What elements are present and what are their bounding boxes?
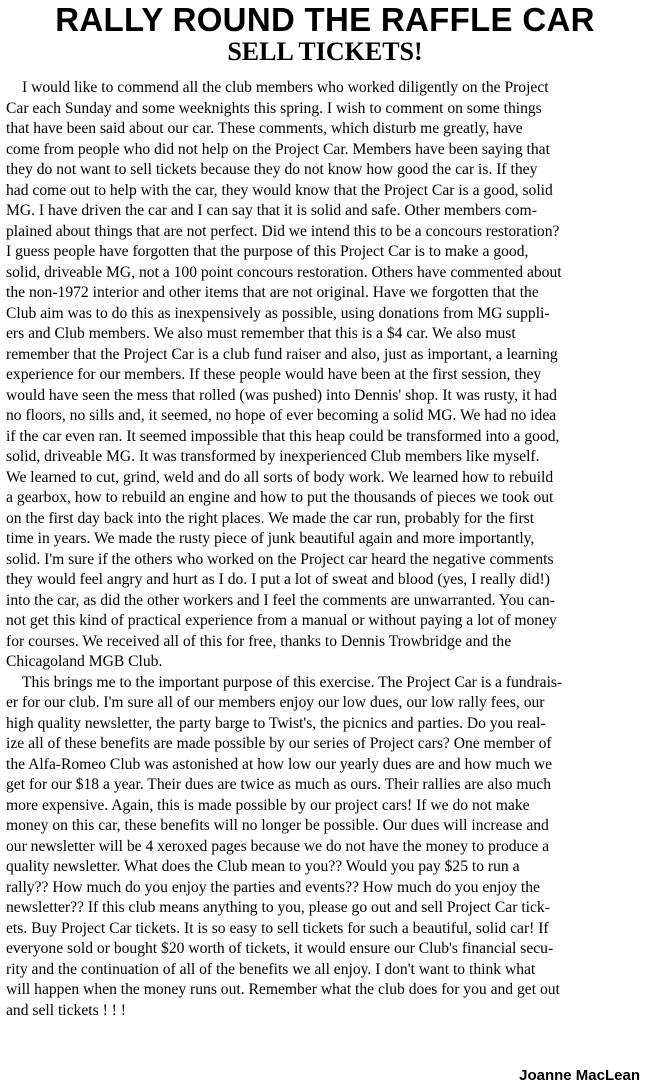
author-signature: Joanne MacLean <box>519 1067 640 1084</box>
text-line: ers and Club members. We also must remember that this is a $4 car. We also must <box>6 325 516 342</box>
text-line: more expensive. Again, this is made possible by our project cars! If we do not make <box>6 796 530 814</box>
text-line: if the car even ran. It seemed impossible that this heap could be transformed into a good, <box>6 427 560 445</box>
text-line: for courses. We received all of this for free, thanks to Dennis Trowbridge and the <box>6 632 512 650</box>
text-line: our newsletter will be 4 xeroxed pages because we do not have the money to produce a <box>6 837 549 855</box>
text-line: a gearbox, how to rebuild an engine and how to put the thousands of pieces we took out <box>6 489 554 506</box>
text-line: I guess people have forgotten that the purpose of this Project Car is to make a good, <box>6 243 529 260</box>
text-line: ets. Buy Project Car tickets. It is so easy to sell tickets for such a beautiful, solid car! If <box>6 919 549 937</box>
text-line: quality newsletter. What does the Club mean to you?? Would you pay $25 to run a <box>6 858 520 875</box>
paragraph-1 <box>6 78 642 673</box>
paragraph-2 <box>6 673 642 1022</box>
text-line: plained about things that are not perfect. Did we intend this to be a concours restoration? <box>6 222 560 240</box>
text-line: solid, driveable MG, not a 100 point concours restoration. Others have commented about <box>6 263 562 281</box>
text-line: no floors, no sills and, it seemed, no hope of ever becoming a solid MG. We had no idea <box>6 407 557 424</box>
text-line: I would like to commend all the club members who worked diligently on the Project <box>22 79 549 96</box>
text-line: ize all of these benefits are made possible by our series of Project cars? One member of <box>6 735 552 752</box>
text-line: not get this kind of practical experience from a manual or without paying a lot of money <box>6 612 557 629</box>
text-line: money on this car, these benefits will no longer be possible. Our dues will increase and <box>6 817 549 834</box>
article-body <box>6 78 642 1021</box>
text-line: that have been said about our car. These comments, which disturb me greatly, have <box>6 120 523 137</box>
text-line: everyone sold or bought $20 worth of tickets, it would ensure our Club's financial secu- <box>6 940 554 957</box>
text-line: and sell tickets ! ! ! <box>6 1001 126 1019</box>
text-line: MG. I have driven the car and I can say that it is solid and safe. Other members com- <box>6 202 537 219</box>
text-line: This brings me to the important purpose of this exercise. The Project Car is a fundrais- <box>22 673 563 691</box>
text-line: rally?? How much do you enjoy the parties and events?? How much do you enjoy the <box>6 878 540 896</box>
text-line: Club aim was to do this as inexpensively as possible, using donations from MG suppli- <box>6 304 550 322</box>
text-line: the non-1972 interior and other items that are not original. Have we forgotten that the <box>6 284 539 301</box>
article-title: RALLY ROUND THE RAFFLE CAR <box>55 1 595 38</box>
text-line: on the first day back into the right places. We made the car run, probably for the first <box>6 509 535 527</box>
text-line: the Alfa-Romeo Club was astonished at how low our yearly dues are and how much we <box>6 755 553 773</box>
text-line: solid. I'm sure if the others who worked on the Project car heard the negative comments <box>6 550 554 568</box>
text-line: will happen when the money runs out. Remember what the club does for you and get out <box>6 981 560 998</box>
text-line: solid, driveable MG. It was transformed by inexperienced Club members like myself. <box>6 448 540 465</box>
text-line: We learned to cut, grind, weld and do all sorts of body work. We learned how to rebuild <box>6 468 554 486</box>
text-line: they do not want to sell tickets because they do not know how good the car is. If they <box>6 161 538 178</box>
text-line: Chicagoland MGB Club. <box>6 653 163 670</box>
text-line: Car each Sunday and some weeknights this spring. I wish to comment on some things <box>6 99 542 117</box>
text-line: had come out to help with the car, they would know that the Project Car is a good, solid <box>6 181 553 199</box>
text-line: experience for our members. If these people would have been at the first session, they <box>6 366 542 383</box>
text-line: rity and the continuation of all of the benefits we all enjoy. I don't want to think what <box>6 960 536 978</box>
text-line: time in years. We made the rusty piece of junk beautiful again and more importantly, <box>6 530 535 547</box>
text-line: they would feel angry and hurt as I do. I put a lot of sweat and blood (yes, I really did!) <box>6 571 550 588</box>
text-line: come from people who did not help on the Project Car. Members have been saying that <box>6 140 550 158</box>
article-subtitle: SELL TICKETS! <box>227 37 423 66</box>
text-line: get for our $18 a year. Their dues are twice as much as ours. Their rallies are also much <box>6 776 552 793</box>
text-line: would have seen the mess that rolled (was pushed) into Dennis' shop. It was rusty, it had <box>6 386 557 404</box>
text-line: remember that the Project Car is a club fund raiser and also, just as important, a learning <box>6 345 558 363</box>
text-line: into the car, as did the other workers and I feel the comments are unwarranted. You can- <box>6 591 555 609</box>
text-line: newsletter?? If this club means anything to you, please go out and sell Project Car tick- <box>6 899 550 916</box>
text-line: high quality newsletter, the party barge to Twist's, the picnics and parties. Do you real- <box>6 714 546 732</box>
text-line: er for our club. I'm sure all of our members enjoy our low dues, our low rally fees, our <box>6 694 545 711</box>
